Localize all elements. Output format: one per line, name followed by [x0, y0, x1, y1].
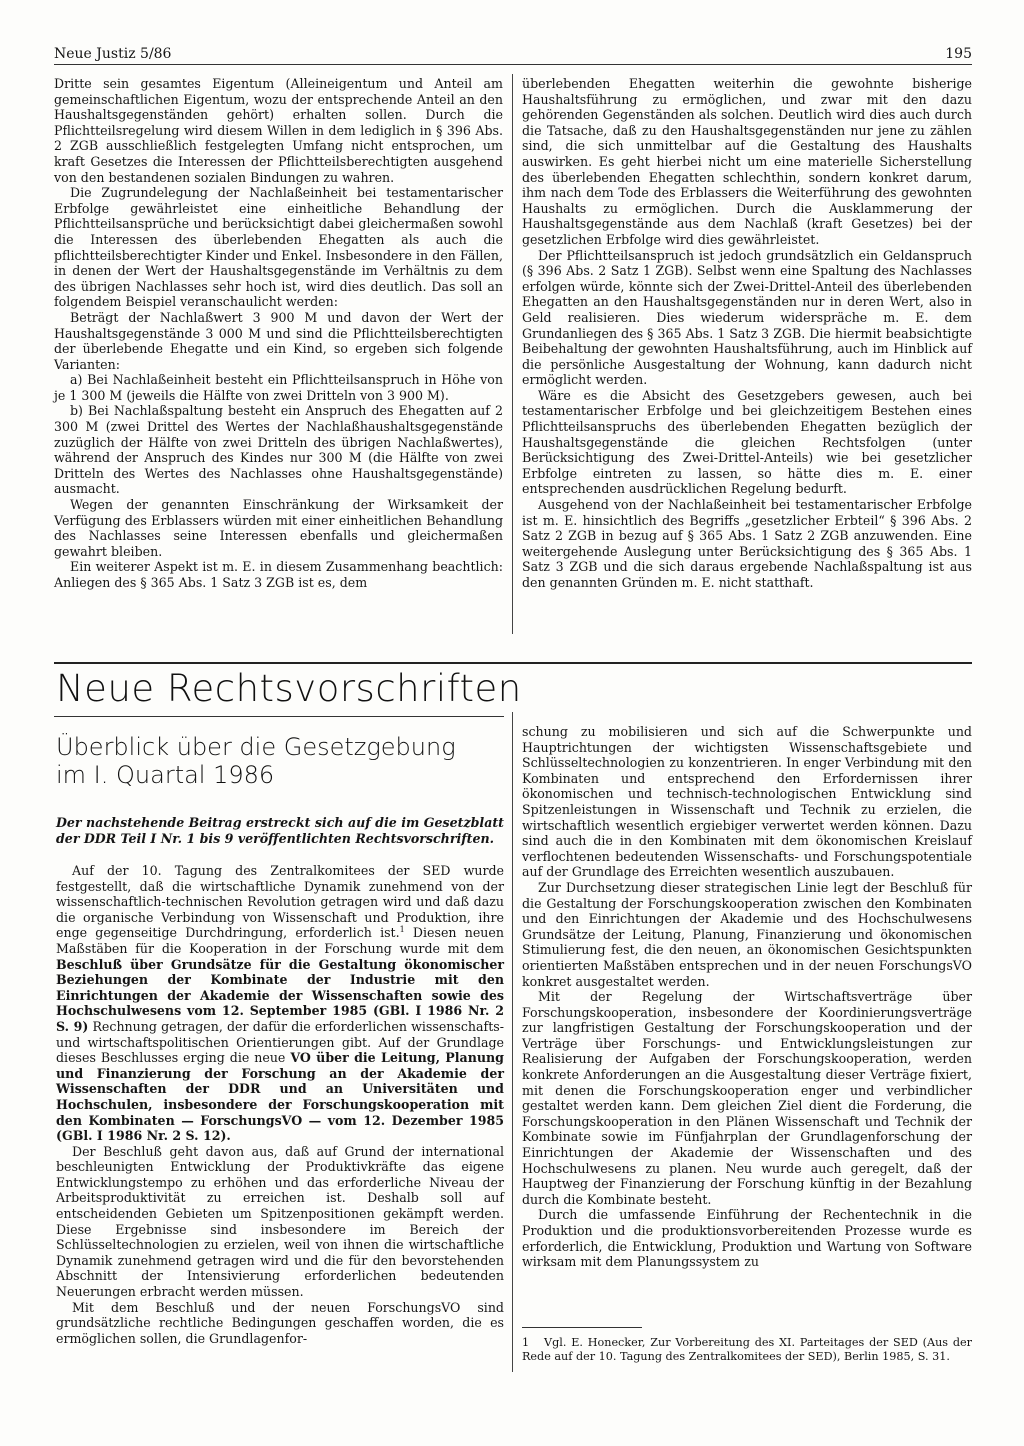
paragraph: Ein weiterer Aspekt ist m. E. in diesem Zusammenhang beachtlich: Anliegen des § 365 Abs. 1 Satz 3 ZGB ist es, dem	[54, 559, 503, 590]
section-title: Neue Rechtsvorschriften	[56, 667, 522, 710]
footnote-text: Vgl. E. Honecker, Zur Vorbereitung des XI. Parteitages der SED (Aus der Rede auf der 10. Tagung des Zentralkomitees der SED), Berlin 1985, S. 31.	[522, 1336, 972, 1363]
bold-citation: Beschluß über Grundsätze für die Gestaltung ökonomischer Beziehungen der Kombinate der Industrie mit den Einrichtungen der Akademie der Wissenschaften sowie des Hochschulwesens vom 12. September 1985 (GBl. I 1986 Nr. 2 S. 9)	[56, 956, 504, 1034]
page-number: 195	[945, 46, 972, 62]
paragraph: Ausgehend von der Nachlaßeinheit bei testamentarischer Erbfolge ist m. E. hinsichtlich des Begriffs „gesetzlicher Erbteil“ § 396 Abs. 2 Satz 2 ZGB in bezug auf § 365 Abs. 1 Satz 2 ZGB anzuwenden. Eine weitergehende Auslegung unter Berücksichtigung des § 365 Abs. 1 Satz 3 ZGB und die sich daraus ergebende Nachlaßspaltung ist aus den genannten Gründen m. E. nicht statthaft.	[522, 497, 972, 590]
footnote-rule	[522, 1327, 642, 1328]
article-title	[56, 733, 496, 789]
paragraph: b) Bei Nachlaßspaltung besteht ein Anspruch des Ehegatten auf 2 300 M (zwei Drittel des Wertes der Nachlaßhaushaltsgegenstände zuzüglich der Hälfte von zwei Dritteln des übrigen Nachlaßwertes), während der Anspruch des Kindes nur 300 M (die Hälfte von zwei Dritteln des Wertes des Nachlasses ohne Haushaltsgegenstände) ausmacht.	[54, 403, 503, 497]
footnote-ref: 1	[399, 925, 405, 935]
article-left-column	[56, 863, 504, 1346]
section-rule	[54, 662, 972, 664]
text-run: Rechnung getragen, der dafür die erforderlichen wissenschafts- und wirtschaftspolitischen Orientierungen gibt. Auf der Grundlage dieses Beschlusses erging die neue	[56, 1018, 504, 1066]
paragraph: Der Beschluß geht davon aus, daß auf Grund der international beschleunigten Entwicklung der Produktivkräfte das eigene Entwicklungstempo zu erhöhen und das erforderliche Niveau der Arbeitsproduktivität zu erreichen ist. Deshalb soll auf entscheidenden Gebieten um Spitzenpositionen gekämpft werden. Diese Ergebnisse sind insbesondere im Bereich der Schlüsseltechnologien zu erzielen, weil von ihnen die wirtschaftliche Dynamik zunehmend getragen wird und die für den bevorstehenden Abschnitt der Intensivierung erforderlichen bedeutenden Neuerungen erbracht werden müssen.	[56, 1143, 504, 1300]
footnote	[522, 1336, 972, 1364]
paragraph: Zur Durchsetzung dieser strategischen Linie legt der Beschluß für die Gestaltung der Forschungskooperation zwischen den Kombinaten und den Einrichtungen der Akademie und des Hochschulwesens Grundsätze der Leitung, Planung, Finanzierung und ökonomischen Stimulierung fest, die den neuen, an ökonomischen Gesichtspunkten orientierten Maßstäben entsprechen und in der neuen ForschungsVO konkret ausgestaltet werden.	[522, 879, 972, 989]
article-title-line: im I. Quartal 1986	[56, 761, 275, 789]
paragraph: Wegen der genannten Einschränkung der Wirksamkeit der Verfügung des Erblassers würden mit einer einheitlichen Behandlung des Nachlasses seine Interessen ebenfalls und gleichermaßen gewahrt bleiben.	[54, 497, 503, 559]
paragraph: a) Bei Nachlaßeinheit besteht ein Pflichtteilsanspruch in Höhe von je 1 300 M (jeweils die Hälfte von zwei Dritteln von 3 900 M).	[54, 372, 503, 403]
column-divider	[512, 74, 513, 634]
footnote-number: 1	[522, 1336, 530, 1349]
paragraph: Durch die umfassende Einführung der Rechentechnik in die Produktion und die produktionsvorbereitenden Prozesse wurde es erforderlich, die Entwicklung, Produktion und Wartung von Software wirksam mit dem Planungssystem zu	[522, 1207, 972, 1270]
paragraph: Beträgt der Nachlaßwert 3 900 M und davon der Wert der Haushaltsgegenstände 3 000 M und sind die Pflichtteilsberechtigten der überlebende Ehegatte und ein Kind, so ergeben sich folgende Varianten:	[54, 309, 503, 372]
title-rule	[54, 716, 504, 717]
article-right-column	[522, 724, 972, 1270]
paragraph: Wäre es die Absicht des Gesetzgebers gewesen, auch bei testamentarischer Erbfolge und bei gleichzeitigem Bestehen eines Pflichtteilsanspruchs des überlebenden Ehegatten bezüglich der Haushaltsgegenstände die gleichen Rechtsfolgen (unter Berücksichtigung des Zwei-Drittel-Anteils) wie bei gesetzlicher Erbfolge eintreten zu lassen, so hätte dies m. E. einer entsprechenden ausdrücklichen Regelung bedurft.	[522, 387, 972, 497]
bold-citation: VO über die Leitung, Planung und Finanzierung der Forschung an der Akademie der Wissenschaften der DDR und an Universitäten und Hochschulen, insbesondere der Forschungskooperation mit den Kombinaten — ForschungsVO — vom 12. Dezember 1985 (GBl. I 1986 Nr. 2 S. 12).	[56, 1050, 504, 1144]
column-divider	[512, 712, 513, 1372]
article-title-line: Überblick über die Gesetzgebung	[56, 733, 456, 761]
top-right-column	[522, 76, 972, 591]
paragraph: Dritte sein gesamtes Eigentum (Alleineigentum und Anteil am gemeinschaftlichen Eigentum, wozu der entsprechende Anteil an den Haushaltsgegenständen gehört) erhalten sollen. Durch die Pflichtteilsregelung wird diesem Willen in dem lediglich in § 396 Abs. 2 ZGB ausschließlich festgelegten Umfang nicht entsprochen, um kraft Gesetzes die Interessen der Pflichtteilsberechtigten ausgehend von den bestandenen sozialen Bindungen zu wahren.	[54, 76, 503, 185]
paragraph: überlebenden Ehegatten weiterhin die gewohnte bisherige Haushaltsführung zu ermöglichen, und zwar mit den dazu gehörenden Gegenständen als solchen. Deutlich wird dies auch durch die Tatsache, daß zu den Haushaltsgegenständen nur jene zu zählen sind, die sich unmittelbar auf die Gestaltung des Haushalts auswirken. Es geht hierbei nicht um eine materielle Sicherstellung des überlebenden Ehegatten schlechthin, sondern konkret darum, ihm nach dem Tode des Erblassers die Weiterführung des gewohnten Haushalts zu ermöglichen. Durch die Ausklammerung der Haushaltsgegenstände aus dem Nachlaß (kraft Gesetzes) bei der gesetzlichen Erbfolge wird dies gewährleistet.	[522, 76, 972, 247]
paragraph: Der Pflichtteilsanspruch ist jedoch grundsätzlich ein Geldanspruch (§ 396 Abs. 2 Satz 1 ZGB). Selbst wenn eine Spaltung des Nachlasses erfolgen würde, könnte sich der Zwei-Drittel-Anteil des überlebenden Ehegatten an den Haushaltsgegenständen nur in deren Wert, also in Geld realisieren. Dies wiederum widerspräche m. E. dem Grundanliegen des § 365 Abs. 1 Satz 3 ZGB. Die hiermit beabsichtigte Beibehaltung der gewohnten Haushaltsführung, auch im Hinblick auf die persönliche Ausgestaltung der Wohnung, kann dadurch nicht ermöglicht werden.	[522, 247, 972, 388]
paragraph: Mit dem Beschluß und der neuen ForschungsVO sind grundsätzliche rechtliche Bedingungen geschaffen worden, die es ermöglichen sollen, die Grundlagenfor-	[56, 1299, 504, 1346]
text-run: Diesen neuen Maßstäben für die Kooperation in der Forschung wurde mit dem	[56, 925, 504, 956]
header-rule	[54, 64, 972, 65]
paragraph	[56, 863, 504, 1144]
top-left-column	[54, 76, 503, 591]
paragraph: Mit der Regelung der Wirtschaftsverträge über Forschungskooperation, insbesondere der Koordinierungsverträge zur langfristigen Gestaltung der Forschungskooperation und der Verträge über Forschungs- und Entwicklungsleistungen zur Realisierung der Aufgaben der Forschungskooperation, werden konkrete Anforderungen an die Ausgestaltung dieser Verträge fixiert, mit denen die Forschungskooperation enger und verbindlicher gestaltet werden kann. Dem gleichen Ziel dient die Forderung, die Forschungskooperation in den Plänen Wissenschaft und Technik der Kombinate sowie im Fünfjahrplan der Grundlagenforschung der Einrichtungen der Akademie der Wissenschaften und des Hochschulwesens zu planen. Neu wurde auch geregelt, daß der Hauptweg der Finanzierung der Forschung künftig in der Bezahlung durch die Kombinate besteht.	[522, 989, 972, 1207]
text-run: Auf der 10. Tagung des Zentralkomitees der SED wurde festgestellt, daß die wirtschaftliche Dynamik zunehmend von der wissenschaftlich-technischen Revolution getragen wird und daß dazu die organische Verbindung von Wissenschaft und Produktion, ihre enge gegenseitige Durchdringung, erforderlich ist.	[56, 863, 504, 941]
article-lead: Der nachstehende Beitrag erstreckt sich auf die im Gesetzblatt der DDR Teil I Nr. 1 bis 9 veröffentlichten Rechtsvorschriften.	[56, 815, 504, 846]
paragraph: schung zu mobilisieren und sich auf die Schwerpunkte und Hauptrichtungen der wichtigsten Wissenschaftsgebiete und Schlüsseltechnologien zu konzentrieren. In enger Verbindung mit den Kombinaten und entsprechend den Erfordernissen ihrer ökonomischen und technisch-technologischen Entwicklung sind Spitzenleistungen in Wissenschaft und Technik zu erzielen, die wirtschaftlich wesentlich ergiebiger verwertet werden können. Dazu sind auch die in den Kombinaten mit dem ökonomischen Kreislauf verflochtenen bedeutenden Wissenschafts- und Forschungspotentiale auf der Grundlage des Erreichten wesentlich auszubauen.	[522, 724, 972, 880]
paragraph: Die Zugrundelegung der Nachlaßeinheit bei testamentarischer Erbfolge gewährleistet eine einheitliche Behandlung der Pflichtteilsansprüche und berücksichtigt dabei gleichermaßen sowohl die Interessen des überlebenden Ehegatten als auch die pflichtteilsberechtigter Kinder und Enkel. Insbesondere in den Fällen, in denen der Wert der Haushaltsgegenstände im Verhältnis zu dem des übrigen Nachlasses sehr hoch ist, wird dies deutlich. Das soll an folgendem Beispiel veranschaulicht werden:	[54, 185, 503, 310]
running-header-journal: Neue Justiz 5/86	[54, 46, 172, 62]
